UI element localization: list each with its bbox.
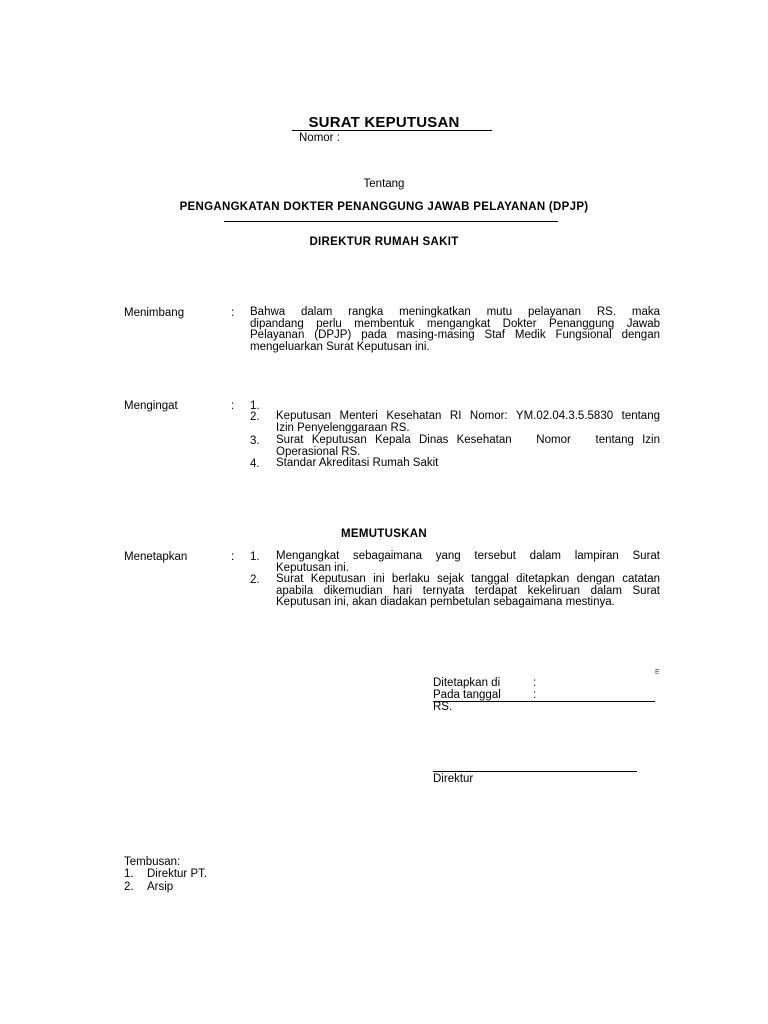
menetapkan-item-text: [276, 551, 660, 574]
tentang-label: Tentang: [363, 178, 405, 190]
tanggal-row: [433, 689, 655, 702]
menetapkan-item-line: Mengangkat sebagaimana yang tersebut dalam lampiran Surat: [276, 550, 660, 562]
title-underline: [292, 130, 492, 131]
menetapkan-item-line: Keputusan ini, akan diadakan pembetulan sebagaimana mestinya.: [276, 596, 615, 608]
mengingat-item-number: 1.: [250, 400, 260, 412]
subject-underline: [224, 221, 558, 222]
nomor-label: Nomor :: [299, 132, 340, 144]
document-title: SURAT KEPUTUSAN: [308, 114, 460, 131]
menimbang-line: Pelayanan (DPJP) pada masing-masing Staf Medik Fungsional dengan: [250, 329, 660, 341]
menimbang-label: Menimbang: [124, 307, 185, 319]
tanggal-label: Pada tanggal: [433, 689, 501, 701]
mengingat-item-text: [276, 458, 660, 470]
mengingat-item-line: Keputusan Menteri Kesehatan RI Nomor: YM.02.04.3.5.5830 tentang: [276, 410, 660, 422]
tembusan-item-number: 1.: [124, 868, 134, 880]
menetapkan-item-line: Surat Keputusan ini berlaku sejak tanggal ditetapkan dengan catatan: [276, 573, 660, 585]
tembusan-item-text: Direktur PT.: [147, 868, 208, 880]
mengingat-item-line: Operasional RS.: [276, 445, 361, 458]
mengingat-item-text: [276, 435, 660, 458]
menetapkan-item-line: Keputusan ini.: [276, 561, 349, 574]
menetapkan-label: Menetapkan: [124, 551, 188, 563]
tembusan-item-number: 2.: [124, 881, 134, 893]
mengingat-label: Mengingat: [124, 400, 178, 412]
mengingat-item-line: Standar Akreditasi Rumah Sakit: [276, 457, 439, 469]
memutuskan-heading: MEMUTUSKAN: [340, 528, 428, 540]
signatory-title: Direktur: [433, 773, 474, 785]
menimbang-line: mengeluarkan Surat Keputusan ini.: [250, 340, 430, 353]
issuer-heading: DIREKTUR RUMAH SAKIT: [309, 236, 459, 248]
tembusan-label: Tembusan:: [124, 856, 181, 868]
mengingat-item-number: 4.: [250, 458, 260, 470]
menetapkan-item-line: apabila dikemudian hari ternyata terdapat kekeliruan dalam Surat: [276, 584, 660, 597]
tembusan-item-text: Arsip: [147, 881, 174, 893]
menimbang-line: Bahwa dalam rangka meningkatkan mutu pelayanan RS. maka: [250, 306, 660, 318]
rs-name: RS.: [433, 701, 453, 713]
mengingat-item-number: 2.: [250, 411, 260, 423]
menimbang-paragraph: [250, 307, 660, 353]
ditetapkan-colon: :: [533, 677, 537, 689]
menimbang-colon: :: [231, 307, 235, 319]
menetapkan-item-number: 1.: [250, 551, 260, 563]
mengingat-item-line: Izin Penyelenggaraan RS.: [276, 421, 410, 434]
signature-line: [433, 771, 637, 772]
mengingat-item-line: Surat Keputusan Kepala Dinas Kesehatan Nomor tentang Izin: [276, 434, 660, 446]
mengingat-item-text: [276, 411, 660, 434]
menetapkan-item-text: [276, 574, 660, 609]
menimbang-line: dipandang perlu membentuk mengangkat Dokter Penanggung Jawab: [250, 317, 660, 330]
subject-heading: PENGANGKATAN DOKTER PENANGGUNG JAWAB PELAYANAN (DPJP): [179, 201, 589, 213]
tanggal-colon: :: [533, 689, 537, 701]
menetapkan-colon: :: [231, 551, 235, 563]
mengingat-item-number: 3.: [250, 435, 260, 447]
mengingat-colon: :: [231, 400, 235, 412]
ditetapkan-label: Ditetapkan di: [433, 677, 501, 689]
menetapkan-item-number: 2.: [250, 574, 260, 586]
corner-mark: E: [655, 669, 660, 676]
